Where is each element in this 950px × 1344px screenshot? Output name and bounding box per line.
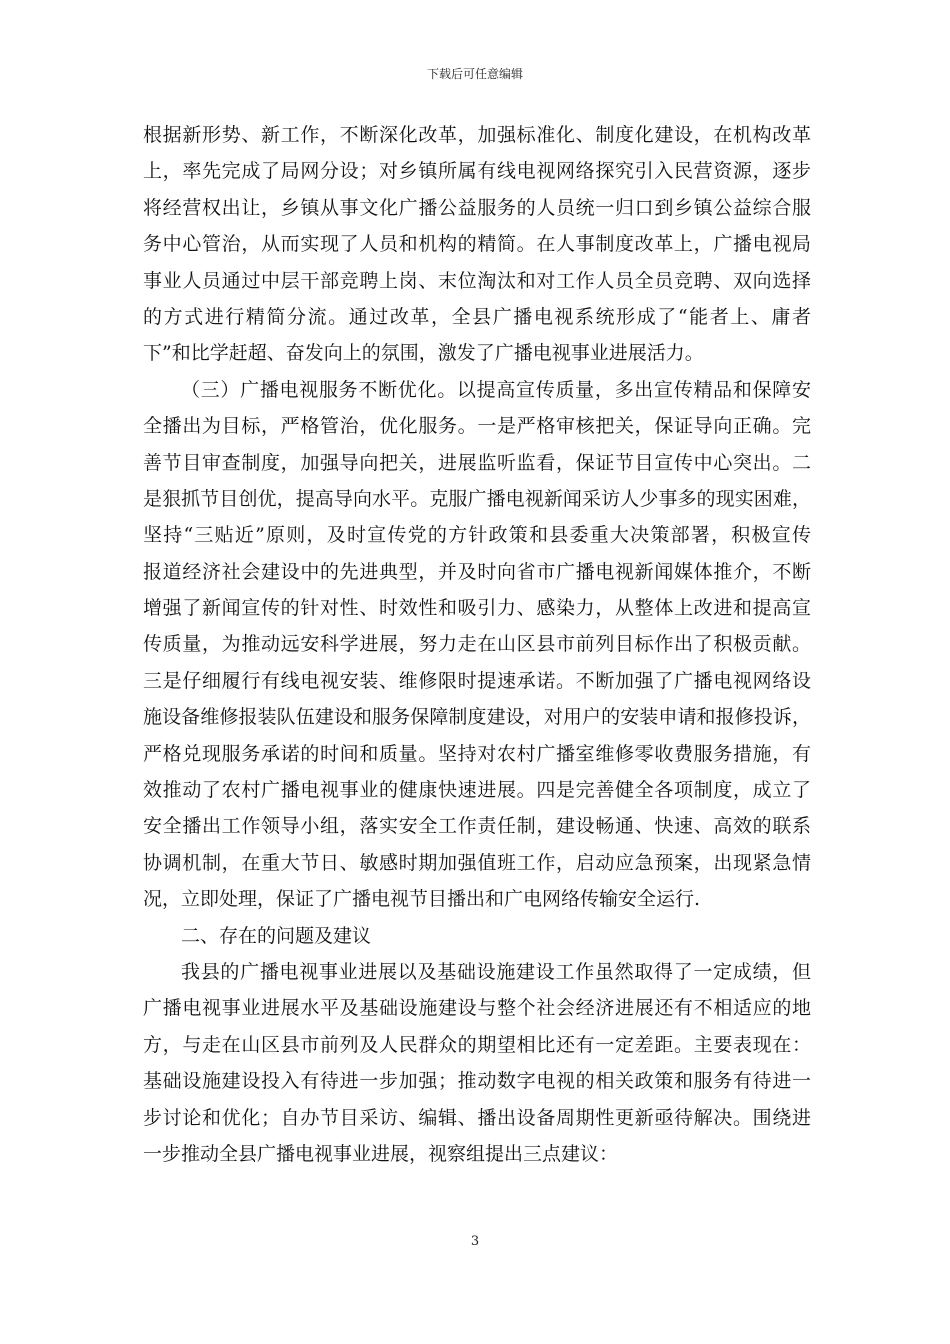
text-line: 步讨论和优化；自办节目采访、编辑、播出设备周期性更新亟待解决。围绕进 [143, 1106, 811, 1129]
text-line: 务中心管治，从而实现了人员和机构的精简。在人事制度改革上，广播电视局 [143, 233, 811, 256]
page-header: 下载后可任意编辑 [426, 67, 523, 81]
text-line: 方，与走在山区县市前列及人民群众的期望相比还有一定差距。主要表现在： [143, 1033, 811, 1056]
text-line: 基础设施建设投入有待进一步加强；推动数字电视的相关政策和服务有待进一 [143, 1070, 811, 1093]
text-line: 施设备维修报装队伍建设和服务保障制度建设，对用户的安装申请和报修投诉， [143, 706, 811, 729]
text-line: 将经营权出让，乡镇从事文化广播公益服务的人员统一归口到乡镇公益综合服 [143, 196, 811, 219]
text-line: 一步推动全县广播电视事业进展，视察组提出三点建议： [143, 1142, 619, 1165]
text-line: 我县的广播电视事业进展以及基础设施建设工作虽然取得了一定成绩，但 [181, 960, 811, 983]
text-line: 根据新形势、新工作，不断深化改革，加强标准化、制度化建设，在机构改革 [143, 124, 811, 146]
document-body [143, 117, 811, 1172]
section-heading-line: （三）广播电视服务不断优化。以提高宣传质量，多出宣传精品和保障安 [181, 378, 811, 401]
text-line: 严格兑现服务承诺的时间和质量。坚持对农村广播室维修零收费服务措施，有 [143, 742, 811, 765]
text-line: 况，立即处理，保证了广播电视节目播出和广电网络传输安全运行. [143, 888, 701, 911]
text-line: 效推动了农村广播电视事业的健康快速进展。四是完善健全各项制度，成立了 [143, 779, 811, 802]
text-line: 的方式进行精简分流。通过改革，全县广播电视系统形成了“能者上、庸者 [143, 305, 811, 328]
page-number: 3 [470, 1234, 480, 1249]
text-line: 传质量，为推动远安科学进展，努力走在山区县市前列目标作出了积极贡献。 [143, 633, 811, 656]
text-line: 善节目审查制度，加强导向把关，进展监听监看，保证节目宣传中心突出。二 [143, 451, 811, 474]
text-line: 安全播出工作领导小组，落实安全工作责任制，建设畅通、快速、高效的联系 [143, 815, 811, 838]
text-line: 上，率先完成了局网分设；对乡镇所属有线电视网络探究引入民营资源，逐步 [143, 160, 811, 183]
text-line: 三是仔细履行有线电视安装、维修限时提速承诺。不断加强了广播电视网络设 [143, 669, 811, 692]
text-line: 报道经济社会建设中的先进典型，并及时向省市广播电视新闻媒体推介，不断 [143, 560, 811, 583]
text-line: 增强了新闻宣传的针对性、时效性和吸引力、感染力，从整体上改进和提高宣 [143, 597, 811, 620]
text-line: 是狠抓节目创优，提高导向水平。克服广播电视新闻采访人少事多的现实困难， [143, 487, 811, 510]
text-line: 下”和比学赶超、奋发向上的氛围，激发了广播电视事业进展活力。 [143, 342, 704, 365]
text-line: 坚持“三贴近”原则，及时宣传党的方针政策和县委重大决策部署，积极宣传 [143, 524, 811, 547]
text-line: 协调机制，在重大节日、敏感时期加强值班工作，启动应急预案，出现紧急情 [143, 851, 811, 874]
text-line: 广播电视事业进展水平及基础设施建设与整个社会经济进展还有不相适应的地 [143, 997, 811, 1020]
section-heading: 二、存在的问题及建议 [181, 924, 372, 947]
text-line: 事业人员通过中层干部竞聘上岗、末位淘汰和对工作人员全员竞聘、双向选择 [143, 269, 811, 292]
text-line: 全播出为目标，严格管治，优化服务。一是严格审核把关，保证导向正确。完 [143, 415, 811, 438]
